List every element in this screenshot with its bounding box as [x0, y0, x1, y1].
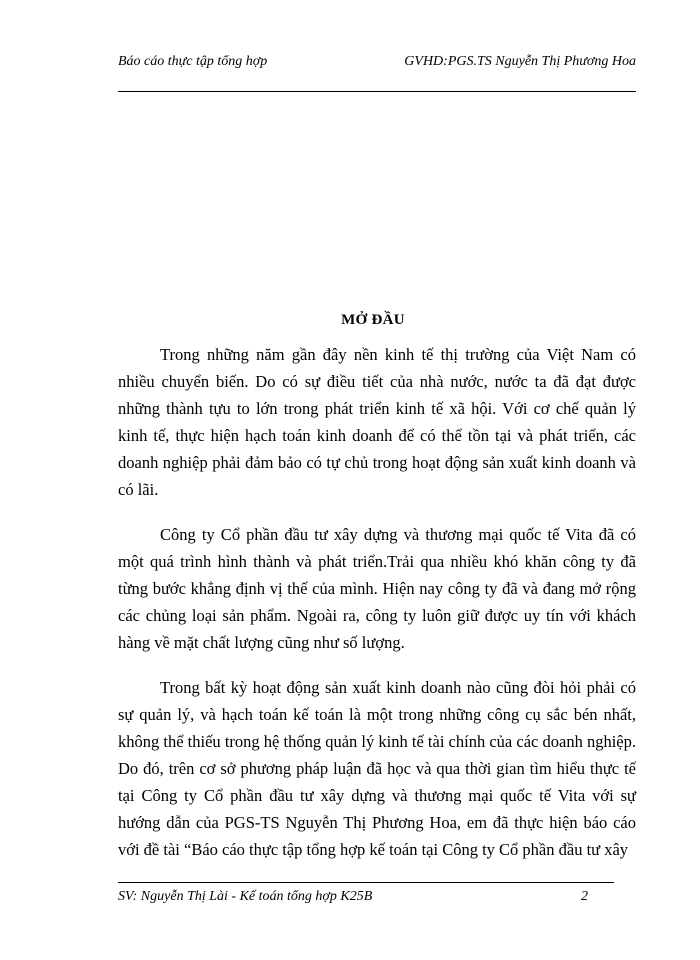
page-number: 2 [581, 889, 588, 904]
paragraph-3: Trong bất kỳ hoạt động sản xuất kinh doanh nào cũng đòi hỏi phải có sự quản lý, và hạch toán kế toán là một trong những công cụ sắc bén nhất, không thể thiếu trong hệ thống quản lý kinh tế tài chính của các doanh nghiệp. Do đó, trên cơ sở phương pháp luận đã học và qua thời gian tìm hiểu thực tế tại Công ty Cổ phần đầu tư xây dựng và thương mại quốc tế Vita với sự hướng dẫn của PGS-TS Nguyễn Thị Phương Hoa, em đã thực hiện báo cáo với đề tài “Báo cáo thực tập tổng hợp kế toán tại Công ty Cổ phần đầu tư xây [118, 678, 636, 859]
page-footer [118, 889, 588, 905]
paragraph-1: Trong những năm gần đây nền kinh tế thị trường của Việt Nam có nhiều chuyển biến. Do có sự điều tiết của nhà nước, nước ta đã đạt được những thành tựu to lớn trong phát triển kinh tế xã hội. Với cơ chế quản lý kinh tế, thực hiện hạch toán kinh doanh để có thể tồn tại và phát triển, các doanh nghiệp phải đảm bảo có tự chủ trong hoạt động sản xuất kinh doanh và có lãi. [118, 345, 636, 499]
header-supervisor: GVHD:PGS.TS Nguyễn Thị Phương Hoa [404, 54, 636, 69]
section-title: MỞ ĐẦU [341, 312, 405, 328]
header-report-title: Báo cáo thực tập tổng hợp [118, 54, 268, 69]
header-divider [118, 91, 636, 92]
body-text [118, 341, 636, 881]
footer-divider [118, 882, 614, 883]
paragraph-2: Công ty Cổ phần đầu tư xây dựng và thương mại quốc tế Vita đã có một quá trình hình thành và phát triển.Trải qua nhiều khó khăn công ty đã từng bước khẳng định vị thế của mình. Hiện nay công ty đã và đang mở rộng các chủng loại sản phẩm. Ngoài ra, công ty luôn giữ được uy tín với khách hàng về mặt chất lượng cũng như số lượng. [118, 525, 636, 652]
footer-student: SV: Nguyễn Thị Lài - Kế toán tổng hợp K25B [118, 889, 373, 904]
